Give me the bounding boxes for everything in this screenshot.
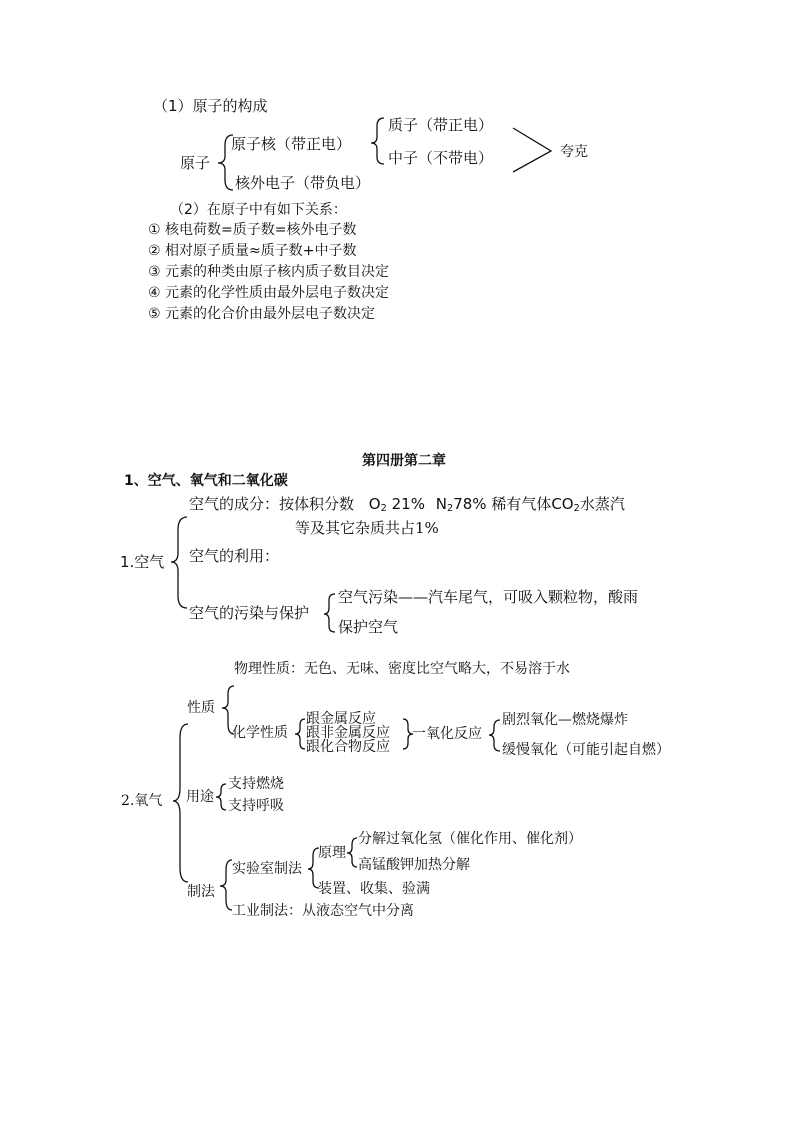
o2-formula: $O_2$ — [368, 495, 387, 514]
physical-properties: 物理性质：无色、无味、密度比空气略大，不易溶于水 — [234, 661, 570, 677]
react-compound: 跟化合物反应 — [306, 739, 390, 755]
water-vapor: 水蒸汽 — [579, 495, 625, 513]
quark-chevron — [513, 128, 551, 172]
react-metal: 跟金属反应 — [306, 711, 376, 727]
co2-formula: $CO_2$ — [551, 495, 580, 514]
brace-principle — [347, 838, 357, 867]
n2-value: 78% — [453, 495, 487, 513]
air-pollution: 空气污染——汽车尾气，可吸入颗粒物，酸雨 — [338, 588, 639, 606]
kmno4-method: 高锰酸钾加热分解 — [358, 857, 470, 873]
relation-item: ④ 元素的化学性质由最外层电子数决定 — [148, 285, 389, 301]
support-breathing: 支持呼吸 — [228, 798, 284, 814]
quark-label: 夸克 — [560, 144, 588, 160]
composition-continued: 等及其它杂质共占1% — [295, 519, 439, 537]
air-label: 1.空气 — [120, 553, 165, 571]
nucleus-label: 原子核（带正电） — [231, 135, 352, 153]
violent-oxidation: 剧烈氧化—燃烧爆炸 — [502, 712, 628, 728]
air-composition — [189, 497, 625, 514]
lab-method-label: 实验室制法 — [232, 861, 302, 877]
apparatus-label: 装置、收集、验满 — [318, 881, 430, 897]
principle-label: 原理 — [318, 845, 346, 861]
brace-uses — [216, 784, 226, 810]
chemical-properties: 化学性质 — [232, 725, 288, 741]
brace-nucleus — [371, 118, 384, 164]
n2-formula: $N_2$ — [435, 495, 454, 514]
relation-item: ② 相对原子质量≈质子数+中子数 — [148, 243, 357, 259]
industrial-method: 工业制法：从液态空气中分离 — [232, 903, 414, 919]
chapter-title: 第四册第二章 — [362, 453, 446, 469]
brace-pollution — [324, 594, 335, 632]
react-nonmetal: 跟非金属反应 — [306, 725, 390, 741]
uses-label: 用途 — [186, 789, 214, 805]
relations-heading: （2）在原子中有如下关系： — [170, 202, 347, 218]
slow-oxidation: 缓慢氧化（可能引起自燃） — [502, 742, 670, 758]
properties-label: 性质 — [187, 700, 215, 716]
h2o2-method: 分解过氧化氢（催化作用、催化剂） — [358, 831, 582, 847]
brace-air — [171, 517, 187, 608]
preparation-label: 制法 — [187, 884, 215, 900]
atom-root-label: 原子 — [180, 154, 211, 172]
brace-chemical — [295, 719, 305, 749]
atom-heading: （1）原子的构成 — [153, 97, 268, 115]
air-protection: 保护空气 — [338, 618, 399, 636]
proton-label: 质子（带正电） — [388, 116, 494, 134]
rare-gas: 稀有气体 — [491, 495, 552, 513]
oxygen-label: 2.氧气 — [121, 793, 163, 809]
brace-oxidation — [489, 720, 500, 751]
electron-label: 核外电子（带负电） — [235, 174, 371, 192]
air-pollution-label: 空气的污染与保护 — [189, 604, 310, 622]
section-title: 1、空气、氧气和二氧化碳 — [124, 473, 288, 489]
support-burning: 支持燃烧 — [228, 776, 284, 792]
oxidation-label: 一氧化反应 — [412, 726, 482, 742]
brace-preparation — [220, 860, 232, 910]
composition-label: 空气的成分：按体积分数 — [189, 495, 355, 513]
relation-item: ① 核电荷数=质子数=核外电子数 — [148, 222, 357, 238]
relation-item: ⑤ 元素的化合价由最外层电子数决定 — [148, 306, 376, 322]
o2-value: 21% — [391, 495, 425, 513]
neutron-label: 中子（不带电） — [388, 149, 494, 167]
air-usage: 空气的利用： — [189, 547, 280, 565]
relation-item: ③ 元素的种类由原子核内质子数目决定 — [148, 264, 389, 280]
